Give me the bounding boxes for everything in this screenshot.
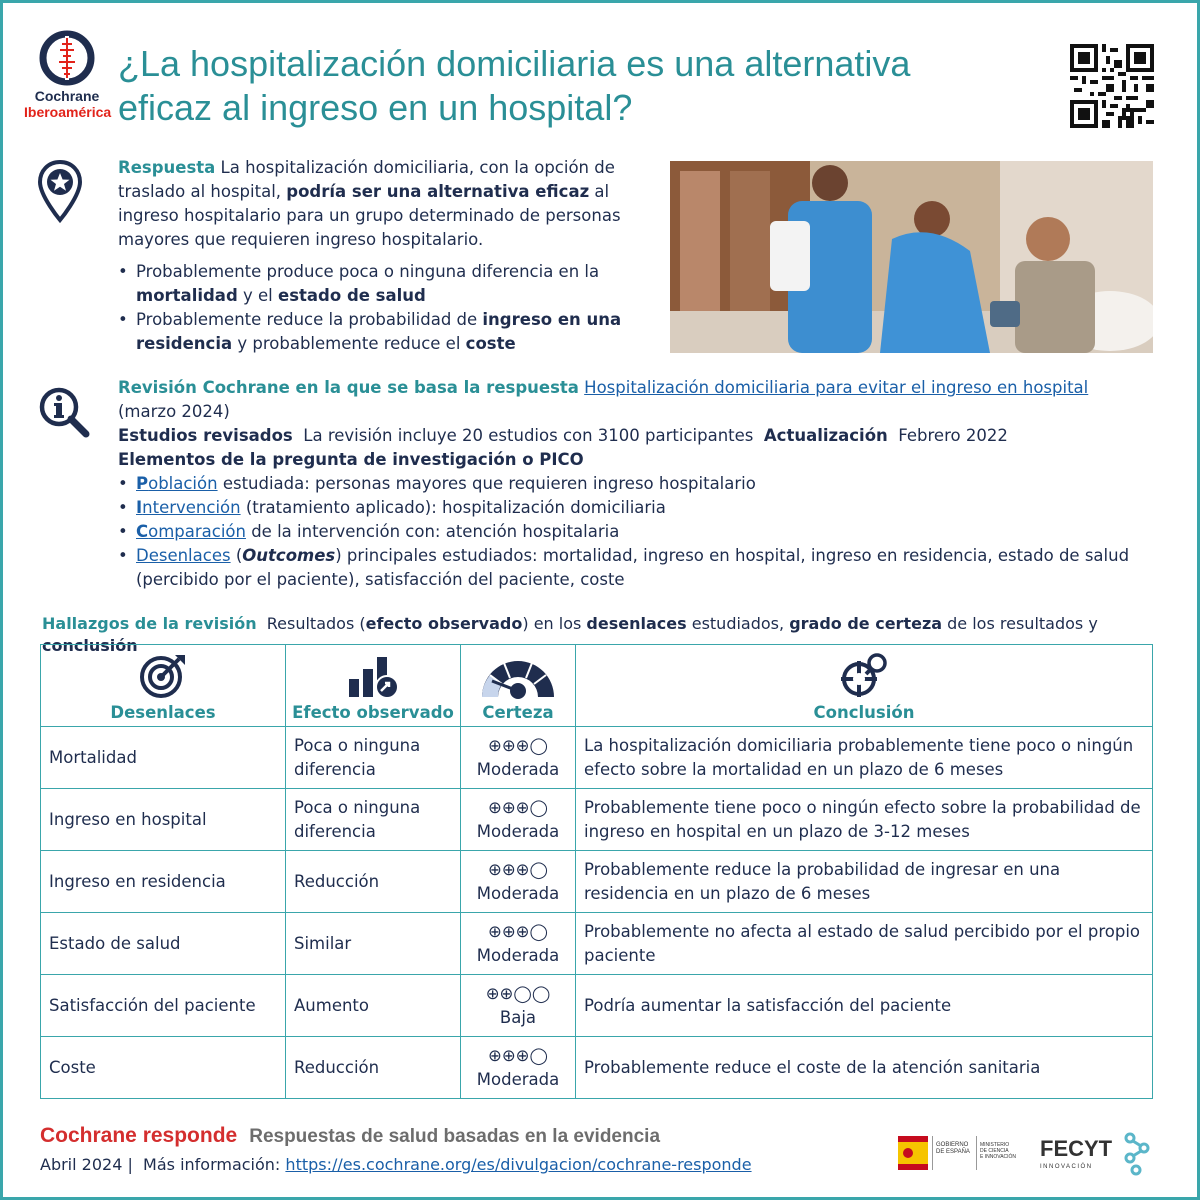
- footer-url-link[interactable]: https://es.cochrane.org/es/divulgacion/cochrane-responde: [285, 1155, 752, 1174]
- table-row: [41, 851, 1153, 913]
- certainty-grade: Moderada: [476, 945, 560, 965]
- answer-text-a: La hospitalización domiciliaria, con la opción de traslado al hospital,: [118, 158, 615, 201]
- table-row: [41, 913, 1153, 975]
- pico-word: [136, 498, 241, 517]
- pico-item-population: [118, 472, 1178, 496]
- answer-section: [118, 156, 658, 356]
- outcome-cell: Mortalidad: [41, 727, 286, 789]
- findings-text: Resultados (: [266, 614, 366, 633]
- update-text: Febrero 2022: [898, 426, 1008, 445]
- gauge-icon: [478, 653, 558, 699]
- fecyt-text: FECYT: [1040, 1136, 1113, 1161]
- findings-text: ) en los: [522, 614, 587, 633]
- certainty-grade: Baja: [499, 1007, 537, 1027]
- update-label: Actualización: [763, 426, 888, 445]
- findings-bold: desenlaces: [586, 614, 687, 633]
- pico-text: estudiada: personas mayores que requieren ingreso hospitalario: [217, 474, 756, 493]
- effect-cell: Similar: [286, 913, 461, 975]
- findings-bold: efecto observado: [365, 614, 523, 633]
- footer-info: Abril 2024 | Más información: https://es.cochrane.org/es/divulgacion/cochrane-responde: [40, 1155, 752, 1174]
- findings-bold: conclusión: [42, 636, 138, 655]
- certainty-cell: [461, 1037, 576, 1099]
- title-line-2: eficaz al ingreso en un hospital?: [118, 87, 633, 128]
- outcome-cell: Ingreso en hospital: [41, 789, 286, 851]
- footer-date: Abril 2024: [40, 1155, 123, 1174]
- effect-cell: Reducción: [286, 1037, 461, 1099]
- conclusion-cell: Podría aumentar la satisfacción del paciente: [576, 975, 1153, 1037]
- findings-text: de los resultados y: [942, 614, 1098, 633]
- ministry-line-2: DE CIENCIA: [980, 1148, 1009, 1154]
- bullet-bold: estado de salud: [278, 286, 426, 305]
- studies-text: La revisión incluye 20 estudios con 3100 participantes: [303, 426, 754, 445]
- review-label: Revisión Cochrane en la que se basa la respuesta: [118, 378, 579, 397]
- qr-code[interactable]: [1070, 44, 1154, 128]
- bullet-text: y probablemente reduce el: [232, 334, 466, 353]
- outcome-cell: Ingreso en residencia: [41, 851, 286, 913]
- footer-brand-name: Cochrane responde: [40, 1124, 238, 1147]
- nurses-with-patient-photo: [670, 161, 1153, 353]
- outcome-cell: Estado de salud: [41, 913, 286, 975]
- footer-more-label: Más información:: [143, 1155, 281, 1174]
- conclusion-cell: Probablemente tiene poco o ningún efecto sobre la probabilidad de ingreso en hospital en un plazo de 3-12 meses: [576, 789, 1153, 851]
- answer-bullets: [118, 260, 658, 356]
- conclusion-cell: Probablemente no afecta al estado de salud percibido por el propio paciente: [576, 913, 1153, 975]
- header-conclusion-label: Conclusión: [813, 703, 915, 722]
- review-section: [118, 376, 1178, 592]
- gov-line-1: GOBIERNO: [936, 1142, 969, 1148]
- certainty-symbols: ⊕⊕⊕◯: [488, 859, 548, 879]
- footer-brand: [40, 1124, 660, 1148]
- pico-word: [136, 522, 246, 541]
- certainty-grade: Moderada: [476, 821, 560, 841]
- certainty-cell: [461, 913, 576, 975]
- pico-rest: omparación: [148, 522, 246, 541]
- findings-text: estudiados,: [686, 614, 790, 633]
- answer-bullet-2: [118, 308, 658, 356]
- logo-text-iberoamerica: Iberoamérica: [24, 104, 112, 120]
- pico-item-intervention: [118, 496, 1178, 520]
- findings-label: Hallazgos de la revisión: [42, 614, 257, 633]
- magnifier-crosshair-icon: [839, 653, 889, 699]
- results-table: [40, 644, 1153, 1099]
- certainty-grade: Moderada: [476, 883, 560, 903]
- conclusion-cell: Probablemente reduce la probabilidad de ingresar en una residencia en un plazo de 6 meses: [576, 851, 1153, 913]
- page-title: [118, 42, 1018, 130]
- certainty-cell: [461, 727, 576, 789]
- certainty-grade: Moderada: [476, 759, 560, 779]
- logo-text-cochrane: Cochrane: [34, 88, 100, 104]
- outcome-cell: Satisfacción del paciente: [41, 975, 286, 1037]
- gov-line-2: DE ESPAÑA: [936, 1149, 970, 1155]
- location-star-icon: [38, 160, 82, 224]
- effect-cell: Poca o ninguna diferencia: [286, 727, 461, 789]
- conclusion-cell: La hospitalización domiciliaria probablemente tiene poco o ningún efecto sobre la mortalidad en un plazo de 6 meses: [576, 727, 1153, 789]
- answer-text-bold: podría ser una alternativa eficaz: [286, 182, 590, 201]
- pico-item-outcomes: [118, 544, 1178, 592]
- ministry-line-3: E INNOVACIÓN: [980, 1154, 1017, 1160]
- pico-letter: C: [136, 522, 149, 541]
- fecyt-subtext: INNOVACIÓN: [1040, 1164, 1093, 1170]
- pico-list: [118, 472, 1178, 592]
- review-date: (marzo 2024): [118, 402, 230, 421]
- pico-word: Desenlaces: [136, 546, 231, 565]
- certainty-grade: Moderada: [476, 1069, 560, 1089]
- cochrane-logo-icon: [32, 30, 102, 86]
- answer-text-b: al ingreso hospitalario para un grupo determinado de personas mayores que requieren ingreso hospitalario.: [118, 182, 621, 249]
- table-row: [41, 789, 1153, 851]
- bullet-bold: ingreso en una residencia: [136, 310, 622, 353]
- certainty-cell: [461, 851, 576, 913]
- bullet-text: Probablemente reduce la probabilidad de: [136, 310, 483, 329]
- header-effect: [286, 645, 461, 727]
- pico-text: (: [230, 546, 243, 565]
- ministry-line-1: MINISTERIO: [980, 1142, 1010, 1148]
- certainty-symbols: ⊕⊕⊕◯: [488, 921, 548, 941]
- header-outcome: [41, 645, 286, 727]
- pico-item-comparison: [118, 520, 1178, 544]
- search-info-icon: [38, 386, 90, 438]
- effect-cell: Poca o ninguna diferencia: [286, 789, 461, 851]
- header-conclusion: [576, 645, 1153, 727]
- certainty-symbols: ⊕⊕⊕◯: [488, 735, 548, 755]
- header-certainty: [461, 645, 576, 727]
- pico-letter: I: [136, 498, 143, 517]
- header-effect-label: Efecto observado: [292, 703, 454, 722]
- outcome-cell: Coste: [41, 1037, 286, 1099]
- certainty-cell: [461, 975, 576, 1037]
- certainty-symbols: ⊕⊕⊕◯: [488, 1045, 548, 1065]
- certainty-cell: [461, 789, 576, 851]
- outcomes-english: Outcomes: [242, 546, 336, 565]
- conclusion-cell: Probablemente reduce el coste de la atención sanitaria: [576, 1037, 1153, 1099]
- pico-rest: oblación: [148, 474, 218, 493]
- table-row: [41, 727, 1153, 789]
- pico-text: ) principales estudiados: mortalidad, ingreso en hospital, ingreso en residencia, estado de salud (percibido por el paciente), satisfacción del paciente, coste: [136, 546, 1130, 589]
- review-studies: [118, 424, 1178, 448]
- footer-tagline: Respuestas de salud basadas en la evidencia: [249, 1126, 661, 1147]
- certainty-symbols: ⊕⊕◯◯: [485, 983, 551, 1003]
- header-outcome-label: Desenlaces: [110, 703, 216, 722]
- fecyt-logo[interactable]: [1040, 1130, 1156, 1176]
- effect-cell: Reducción: [286, 851, 461, 913]
- table-row: [41, 975, 1153, 1037]
- studies-label: Estudios revisados: [118, 426, 293, 445]
- bullet-bold: coste: [465, 334, 516, 353]
- pico-text: de la intervención con: atención hospitalaria: [245, 522, 620, 541]
- pico-title: Elementos de la pregunta de investigación o PICO: [118, 450, 584, 469]
- header-certainty-label: Certeza: [482, 703, 554, 722]
- bullet-bold: mortalidad: [136, 286, 238, 305]
- answer-label: Respuesta: [118, 158, 216, 177]
- pico-letter: P: [136, 474, 149, 493]
- bar-chart-icon: [345, 653, 401, 699]
- bullet-text: y el: [237, 286, 279, 305]
- table-header-row: [41, 645, 1153, 727]
- pico-text: (tratamiento aplicado): hospitalización domiciliaria: [240, 498, 666, 517]
- review-link[interactable]: Hospitalización domiciliaria para evitar el ingreso en hospital: [584, 378, 1089, 397]
- target-icon: [139, 653, 187, 699]
- title-line-1: ¿La hospitalización domiciliaria es una alternativa: [118, 43, 911, 84]
- bullet-text: Probablemente produce poca o ninguna diferencia en la: [136, 262, 600, 281]
- gobierno-espana-logo[interactable]: [896, 1132, 1026, 1174]
- answer-bullet-1: [118, 260, 658, 308]
- pico-rest: ntervención: [142, 498, 241, 517]
- pico-word: [136, 474, 218, 493]
- table-row: [41, 1037, 1153, 1099]
- cochrane-iberoamerica-logo[interactable]: [24, 30, 110, 120]
- effect-cell: Aumento: [286, 975, 461, 1037]
- certainty-symbols: ⊕⊕⊕◯: [488, 797, 548, 817]
- findings-bold: grado de certeza: [789, 614, 943, 633]
- review-source: [118, 376, 1178, 400]
- answer-paragraph: [118, 156, 658, 252]
